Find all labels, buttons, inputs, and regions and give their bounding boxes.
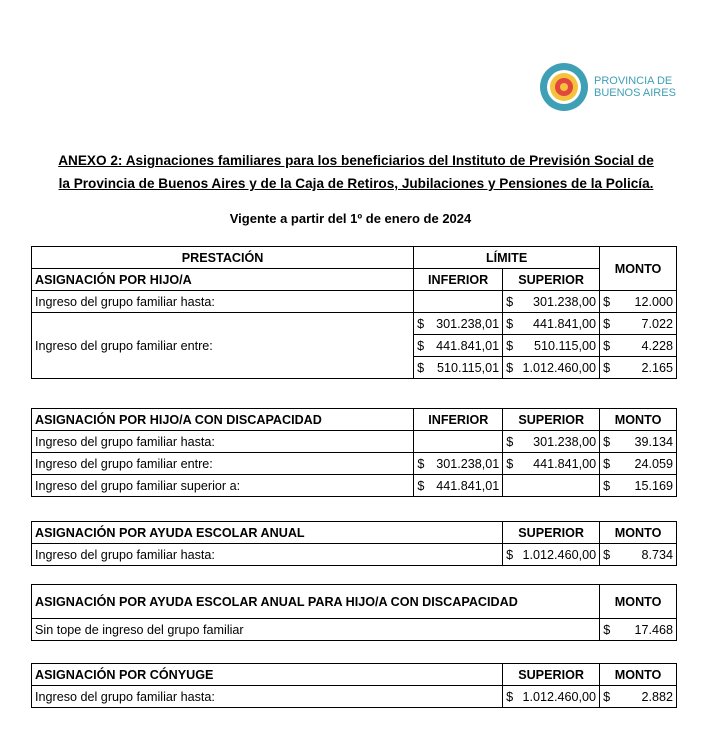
logo-line1: PROVINCIA DE — [594, 75, 673, 87]
header-monto: MONTO — [600, 409, 677, 431]
logo-text — [594, 75, 676, 99]
header-superior: SUPERIOR — [503, 522, 600, 544]
header-limite: LÍMITE — [414, 247, 600, 269]
table-row — [32, 475, 677, 497]
cell-superior: $ 441.841,00 — [503, 453, 600, 475]
header-inferior: INFERIOR — [414, 269, 503, 291]
row-label: Ingreso del grupo familiar hasta: — [32, 544, 503, 566]
logo-line2: BUENOS AIRES — [594, 87, 676, 99]
table-hijo-discapacidad — [31, 408, 677, 497]
row-label: Sin tope de ingreso del grupo familiar — [32, 619, 600, 641]
header-prestacion: PRESTACIÓN — [32, 247, 414, 269]
cell-monto: $ 12.000 — [600, 291, 677, 313]
table-hijo — [31, 246, 677, 379]
row-label: Ingreso del grupo familiar entre: — [32, 313, 414, 379]
section-title: ASIGNACIÓN POR CÓNYUGE — [32, 664, 503, 686]
header-inferior: INFERIOR — [414, 409, 503, 431]
table-row — [32, 686, 677, 708]
row-label: Ingreso del grupo familiar superior a: — [32, 475, 414, 497]
cell-monto: $ 7.022 — [600, 313, 677, 335]
header-monto: MONTO — [600, 664, 677, 686]
cell-monto: $ 2.165 — [600, 357, 677, 379]
header-superior: SUPERIOR — [503, 664, 600, 686]
table-row — [32, 453, 677, 475]
table-row — [32, 619, 677, 641]
header-monto: MONTO — [600, 522, 677, 544]
cell-inferior: $ 441.841,01 — [414, 475, 503, 497]
cell-monto: $ 24.059 — [600, 453, 677, 475]
table-row — [32, 431, 677, 453]
cell-inferior: $ 510.115,01 — [414, 357, 503, 379]
header-monto: MONTO — [600, 247, 677, 291]
section-title: ASIGNACIÓN POR HIJO/A — [32, 269, 414, 291]
header-superior: SUPERIOR — [503, 409, 600, 431]
table-ayuda-escolar-discapacidad — [31, 584, 677, 641]
section-title: ASIGNACIÓN POR HIJO/A CON DISCAPACIDAD — [32, 409, 414, 431]
row-label: Ingreso del grupo familiar hasta: — [32, 291, 414, 313]
table-row — [32, 544, 677, 566]
table-row — [32, 291, 677, 313]
header-monto: MONTO — [600, 585, 677, 619]
row-label: Ingreso del grupo familiar hasta: — [32, 431, 414, 453]
table-ayuda-escolar — [31, 521, 677, 566]
row-label: Ingreso del grupo familiar entre: — [32, 453, 414, 475]
cell-inferior — [414, 291, 503, 313]
province-logo — [539, 60, 676, 114]
cell-superior — [503, 475, 600, 497]
cell-superior: $ 301.238,00 — [503, 291, 600, 313]
cell-inferior: $ 441.841,01 — [414, 335, 503, 357]
title-line2: la Provincia de Buenos Aires y de la Caja de Retiros, Jubilaciones y Pensiones de la Policía. — [58, 176, 654, 191]
cell-inferior: $ 301.238,01 — [414, 453, 503, 475]
document-subtitle: Vigente a partir del 1º de enero de 2024 — [229, 211, 472, 226]
section-title: ASIGNACIÓN POR AYUDA ESCOLAR ANUAL PARA HIJO/A CON DISCAPACIDAD — [32, 585, 600, 619]
cell-monto: $ 39.134 — [600, 431, 677, 453]
cell-superior: $ 1.012.460,00 — [503, 544, 600, 566]
cell-superior: $ 1.012.460,00 — [503, 357, 600, 379]
row-label: Ingreso del grupo familiar hasta: — [32, 686, 503, 708]
table-conyuge — [31, 663, 677, 708]
cell-superior: $ 441.841,00 — [503, 313, 600, 335]
header-superior: SUPERIOR — [503, 269, 600, 291]
title-line1: ANEXO 2: Asignaciones familiares para los beneficiarios del Instituto de Previsión Social de — [58, 153, 654, 168]
table-row — [32, 313, 677, 335]
document-title — [31, 149, 681, 195]
cell-monto: $ 2.882 — [600, 686, 677, 708]
cell-inferior: $ 301.238,01 — [414, 313, 503, 335]
cell-monto: $ 15.169 — [600, 475, 677, 497]
cell-superior: $ 510.115,00 — [503, 335, 600, 357]
sun-emblem-icon — [539, 60, 589, 114]
cell-monto: $ 17.468 — [600, 619, 677, 641]
cell-superior: $ 1.012.460,00 — [503, 686, 600, 708]
section-title: ASIGNACIÓN POR AYUDA ESCOLAR ANUAL — [32, 522, 503, 544]
cell-superior: $ 301.238,00 — [503, 431, 600, 453]
cell-monto: $ 4.228 — [600, 335, 677, 357]
cell-inferior — [414, 431, 503, 453]
cell-monto: $ 8.734 — [600, 544, 677, 566]
